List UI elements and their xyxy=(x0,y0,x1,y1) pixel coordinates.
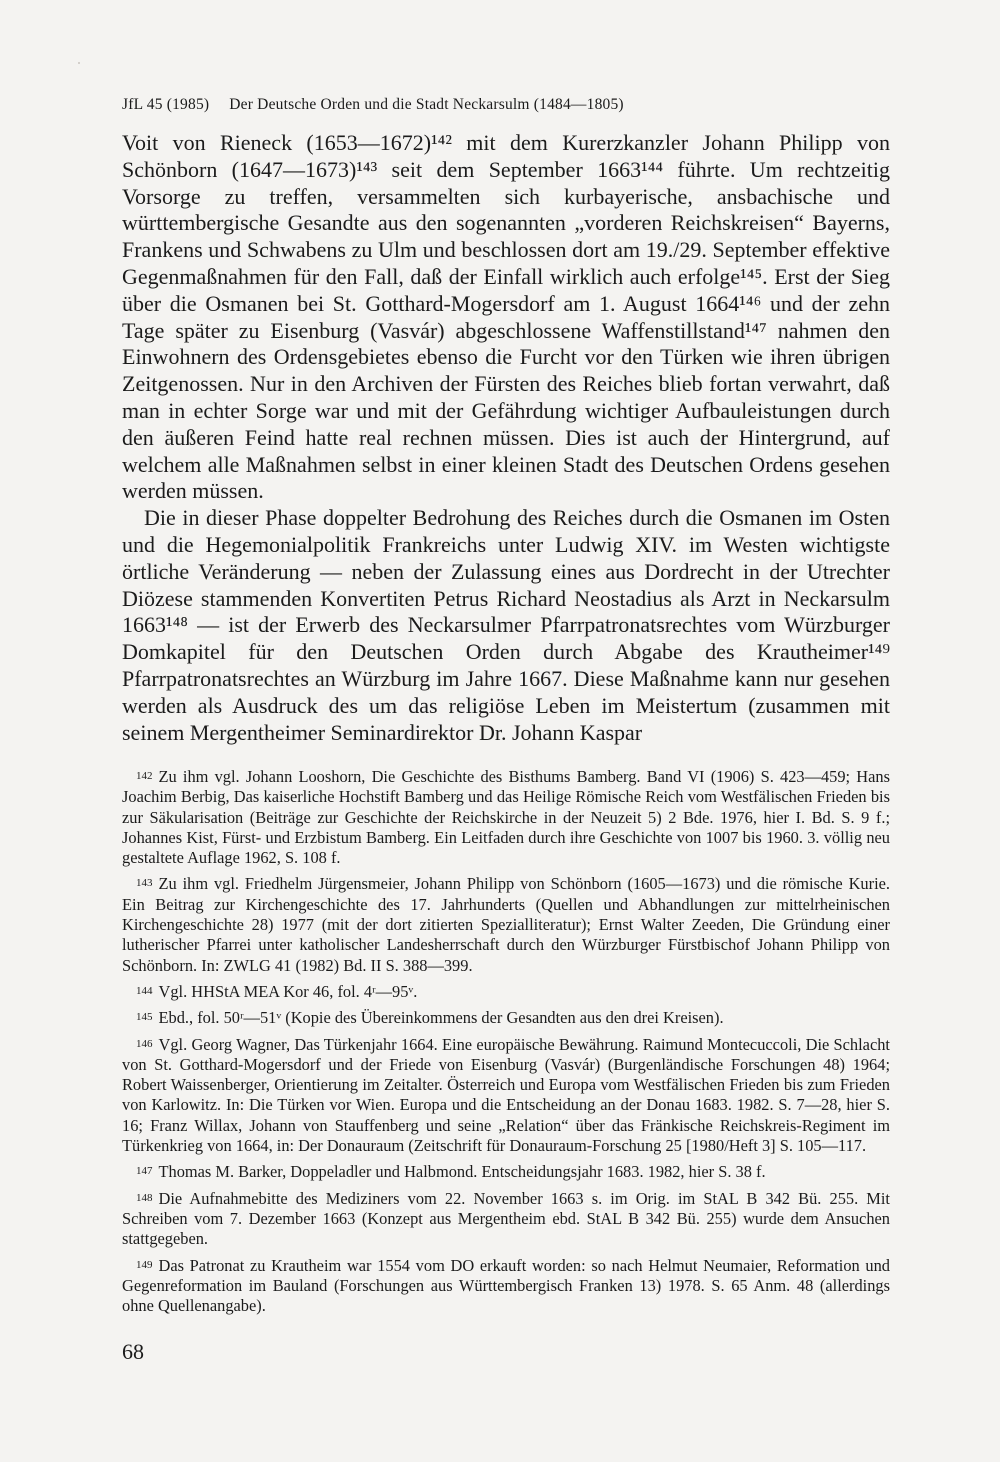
footnote xyxy=(122,1007,890,1028)
footnote-number: 143 xyxy=(136,877,153,890)
footnote-text: Vgl. HHStA MEA Kor 46, fol. 4ʳ—95ᵛ. xyxy=(158,981,418,1001)
footnote-number: 148 xyxy=(136,1191,153,1204)
footnote-text: Vgl. Georg Wagner, Das Türkenjahr 1664. Eine europäische Bewährung. Raimund Montecuccoli, Die Schlacht von St. Gotthard-Mogersdorf und der Friede von Eisenburg (Vasvár) (Burgenländische Forschungen 48) 1964; Robert Waissenberger, Orientierung im Zeitalter. Österreich und Europa vom Westfälischen Frieden bis zum Frieden von Karlowitz. In: Die Türken vor Wien. Europa und die Entscheidung an der Donau 1683. 1982. S. 7—28, hier S. 16; Franz Willax, Johann von Stauffenberg und seine „Relation“ über das Fränkische Reichskreis-Regiment im Türkenkrieg von 1664, in: Der Donauraum (Zeitschrift für Donauraum-Forschung 25 [1980/Heft 3] S. 105—117. xyxy=(122,1034,890,1156)
footnote-text: Das Patronat zu Krautheim war 1554 vom DO erkauft worden: so nach Helmut Neumaier, Reformation und Gegenreformation im Bauland (Forschungen aus Württembergisch Franken 13) 1978. S. 65 Anm. 48 (allerdings ohne Quellenangabe). xyxy=(122,1255,890,1316)
footnote-number: 146 xyxy=(136,1037,153,1050)
footnote-text: Thomas M. Barker, Doppeladler und Halbmond. Entscheidungsjahr 1683. 1982, hier S. 38 f. xyxy=(158,1162,766,1182)
footnote xyxy=(122,981,890,1002)
scan-speck xyxy=(78,62,80,64)
footnote-number: 145 xyxy=(136,1011,153,1024)
footnote-text: Ebd., fol. 50ʳ—51ᵛ (Kopie des Übereinkommens der Gesandten aus den drei Kreisen). xyxy=(158,1008,724,1028)
footnote xyxy=(122,1161,890,1182)
running-head-title: Der Deutsche Orden und die Stadt Neckarsulm (1484—1805) xyxy=(229,96,624,113)
body-paragraph-1: Voit von Rieneck (1653—1672)¹⁴² mit dem Kurerzkanzler Johann Philipp von Schönborn (1647—1673)¹⁴³ seit dem September 1663¹⁴⁴ führte. Um rechtzeitig Vorsorge zu treffen, versammelten sich kurbayerische, ansbachische und württembergische Gesandte aus den sogenannten „vorderen Reichskreisen“ Bayerns, Frankens und Schwabens zu Ulm und beschlossen dort am 19./29. September effektive Gegenmaßnahmen für den Fall, daß der Einfall wirklich auch erfolge¹⁴⁵. Erst der Sieg über die Osmanen bei St. Gotthard-Mogersdorf am 1. August 1664¹⁴⁶ und der zehn Tage später zu Eisenburg (Vasvár) abgeschlossene Waffenstillstand¹⁴⁷ nahmen den Einwohnern des Ordensgebietes ebenso die Furcht vor den Türken wie ihren übrigen Zeitgenossen. Nur in den Archiven der Fürsten des Reiches blieb fortan verwahrt, daß man in echter Sorge war und mit der Gefährdung wichtiger Aufbauleistungen durch den äußeren Feind hatte real rechnen müssen. Dies ist auch der Hintergrund, auf welchem alle Maßnahmen selbst in einer kleinen Stadt des Deutschen Ordens gesehen werden müssen. xyxy=(122,130,890,504)
footnote-text: Die Aufnahmebitte des Mediziners vom 22. November 1663 s. im Orig. im StAL B 342 Bü. 255. Mit Schreiben vom 7. Dezember 1663 (Konzept aus Mergentheim ebd. StAL B 342 Bü. 255) wurde dem Ansuchen stattgegeben. xyxy=(122,1188,890,1249)
page-number: 68 xyxy=(122,1339,144,1364)
footnote-number: 142 xyxy=(136,770,153,782)
footnote-number: 147 xyxy=(136,1165,153,1178)
footnote-number: 144 xyxy=(136,984,153,997)
body-paragraph-2: Die in dieser Phase doppelter Bedrohung des Reiches durch die Osmanen im Osten und die Hegemonialpolitik Frankreichs unter Ludwig XIV. im Westen wichtigste örtliche Veränderung — neben der Zulassung eines aus Dordrecht in der Utrechter Diözese stammenden Konvertiten Petrus Richard Neostadius als Arzt in Neckarsulm 1663¹⁴⁸ — ist der Erwerb des Neckarsulmer Pfarrpatronatsrechtes vom Würzburger Domkapitel für den Deutschen Orden durch Abgabe des Krautheimer¹⁴⁹ Pfarrpatronatsrechtes an Würzburg im Jahre 1667. Diese Maßnahme kann nur gesehen werden als Ausdruck des um das religiöse Leben im Meistertum (zusammen mit seinem Mergentheimer Seminardirektor Dr. Johann Kaspar xyxy=(122,505,890,745)
footnote xyxy=(122,1255,890,1317)
footnote xyxy=(122,1034,890,1157)
footnote-text: Zu ihm vgl. Friedhelm Jürgensmeier, Johann Philipp von Schönborn (1605—1673) und die römische Kurie. Ein Beitrag zur Kirchengeschichte des 17. Jahrhunderts (Quellen und Abhandlungen zur mittelrheinischen Kirchengeschichte 28) 1977 (mit der dort zitierten Spezialliteratur); Ernst Walter Zeeden, Die Gründung einer lutherischer Pfarrei unter katholischer Landesherrschaft durch den Würzburger Fürstbischof Johann Philipp von Schönborn. In: ZWLG 41 (1982) Bd. II S. 388—399. xyxy=(122,874,890,975)
running-head xyxy=(122,96,882,114)
footnotes xyxy=(122,766,890,1321)
running-head-journal: JfL 45 (1985) xyxy=(122,96,210,113)
footnote-number: 149 xyxy=(136,1258,153,1271)
footnote xyxy=(122,873,890,975)
footnote xyxy=(122,1188,890,1250)
footnote-text: Zu ihm vgl. Johann Looshorn, Die Geschichte des Bisthums Bamberg. Band VI (1906) S. 423—459; Hans Joachim Berbig, Das kaiserliche Hochstift Bamberg und das Heilige Römische Reich vom Westfälischen Frieden bis zur Säkularisation (Beiträge zur Geschichte der Reichskirche in der Neuzeit 5) 2 Bde. 1976, hier I. Bd. S. 9 f.; Johannes Kist, Fürst- und Erzbistum Bamberg. Ein Leitfaden durch ihre Geschichte von 1007 bis 1960. 3. völlig neu gestaltete Auflage 1962, S. 108 f. xyxy=(122,767,890,868)
footnote xyxy=(122,766,890,868)
main-text xyxy=(122,130,890,746)
